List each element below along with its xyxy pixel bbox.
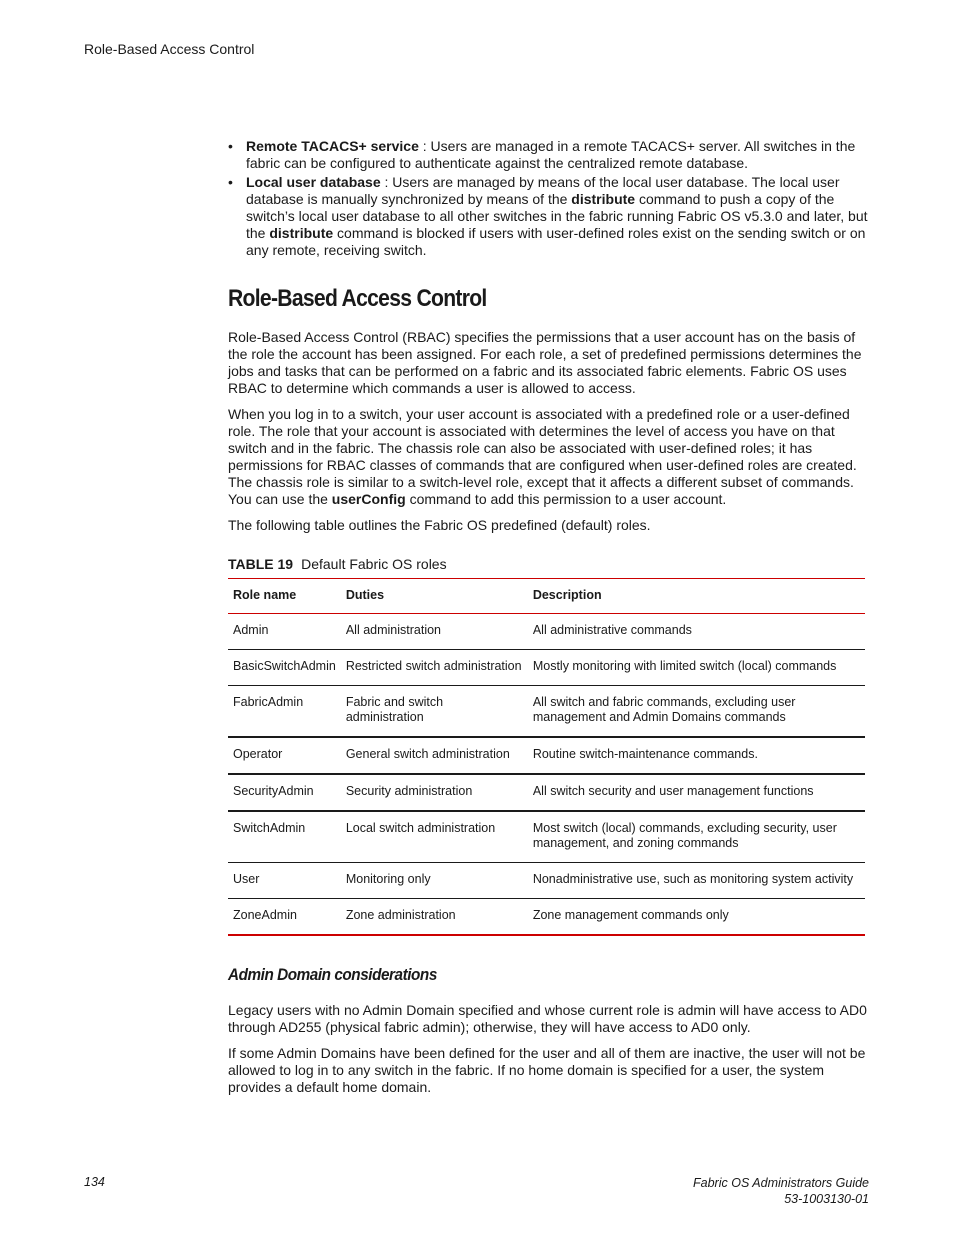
paragraph: If some Admin Domains have been defined for the user and all of them are inactive, the user will not be allowed to log in to any switch in the fabric. If no home domain is specified for a user, the system provides a default home domain.	[228, 1045, 866, 1095]
table-cell: SwitchAdmin	[228, 811, 341, 863]
table-row	[228, 899, 865, 936]
list-item	[228, 174, 868, 259]
page-number: 134	[84, 1175, 105, 1189]
table-row	[228, 863, 865, 899]
table-cell: All switch security and user management functions	[528, 774, 865, 811]
bullet-text: : Users are managed by means of the local user database. The local user database is manually synchronized by means of the	[246, 174, 840, 207]
table-cell: User	[228, 863, 341, 899]
command-name: distribute	[269, 225, 334, 241]
running-header: Role-Based Access Control	[84, 41, 255, 57]
table-cell: Zone management commands only	[528, 899, 865, 936]
bullet-list	[228, 138, 868, 259]
table-row	[228, 686, 865, 738]
bullet-term: Local user database	[246, 174, 381, 190]
column-header: Duties	[341, 579, 528, 614]
command-name: distribute	[571, 191, 636, 207]
paragraph: Role-Based Access Control (RBAC) specifies the permissions that a user account has on the basis of the role the account has been assigned. For each role, a set of predefined permissions determines the jobs and tasks that can be performed on a fabric and its associated fabric elements. Fabric OS uses RBAC to determine which commands a user is allowed to access.	[228, 329, 862, 396]
table-row	[228, 650, 865, 686]
table-caption	[228, 556, 868, 572]
table-cell: Admin	[228, 614, 341, 650]
roles-table	[228, 578, 865, 936]
column-header: Role name	[228, 579, 341, 614]
bullet-term: Remote TACACS+ service	[246, 138, 419, 154]
bullet-text: command to push a copy of the switch’s local user database to all other switches in the fabric running Fabric OS v5.3.0 and later, but the	[246, 191, 868, 241]
table-cell: BasicSwitchAdmin	[228, 650, 341, 686]
table-cell: General switch administration	[341, 737, 528, 774]
bullet-text: command is blocked if users with user-defined roles exist on the sending switch or on any remote, receiving switch.	[246, 225, 866, 258]
table-cell: ZoneAdmin	[228, 899, 341, 936]
table-row	[228, 614, 865, 650]
table-cell: Mostly monitoring with limited switch (local) commands	[528, 650, 865, 686]
table-cell: All administration	[341, 614, 528, 650]
section-title: Role-Based Access Control	[228, 285, 487, 312]
table-cell: Routine switch-maintenance commands.	[528, 737, 865, 774]
table-cell: Fabric and switch administration	[341, 686, 528, 738]
table-header-row	[228, 579, 865, 614]
table-caption-text: Default Fabric OS roles	[301, 556, 447, 572]
table-cell: All administrative commands	[528, 614, 865, 650]
paragraph-text: When you log in to a switch, your user account is associated with a predefined role or a user-defined role. The role that your account is associated with determines the level of access you have on that switch and in the fabric. The chassis role can also be associated with user-defined roles; it has permissions for RBAC classes of commands that are configured when user-defined roles are created. The chassis role is similar to a switch-level role, except that it affects a different subset of commands. You can use the	[228, 406, 857, 507]
table-cell: SecurityAdmin	[228, 774, 341, 811]
table-cell: Zone administration	[341, 899, 528, 936]
page-content	[228, 138, 868, 1105]
table-caption-label: TABLE 19	[228, 556, 294, 572]
paragraph	[228, 406, 868, 508]
footer-doc-info	[693, 1175, 869, 1207]
list-item	[228, 138, 868, 172]
table-cell: Nonadministrative use, such as monitoring system activity	[528, 863, 865, 899]
paragraph: The following table outlines the Fabric OS predefined (default) roles.	[228, 517, 651, 533]
table-row	[228, 811, 865, 863]
guide-title: Fabric OS Administrators Guide	[693, 1176, 869, 1190]
subsection-title: Admin Domain considerations	[228, 965, 437, 984]
table-cell: Security administration	[341, 774, 528, 811]
table-cell: Operator	[228, 737, 341, 774]
table-cell: Most switch (local) commands, excluding security, user management, and zoning commands	[528, 811, 865, 863]
bullet-text: : Users are managed in a remote TACACS+ server. All switches in the fabric can be configured to authenticate against the centralized remote database.	[246, 138, 856, 171]
paragraph: Legacy users with no Admin Domain specified and whose current role is admin will have access to AD0 through AD255 (physical fabric admin); otherwise, they will have access to AD0 only.	[228, 1002, 867, 1035]
table-cell: FabricAdmin	[228, 686, 341, 738]
table-row	[228, 774, 865, 811]
column-header: Description	[528, 579, 865, 614]
table-row	[228, 737, 865, 774]
table-cell: All switch and fabric commands, excluding user management and Admin Domains commands	[528, 686, 865, 738]
doc-number: 53-1003130-01	[784, 1192, 869, 1206]
paragraph-text: command to add this permission to a user account.	[405, 491, 727, 507]
table-cell: Monitoring only	[341, 863, 528, 899]
table-cell: Local switch administration	[341, 811, 528, 863]
table-cell: Restricted switch administration	[341, 650, 528, 686]
command-name: userConfig	[331, 491, 406, 507]
